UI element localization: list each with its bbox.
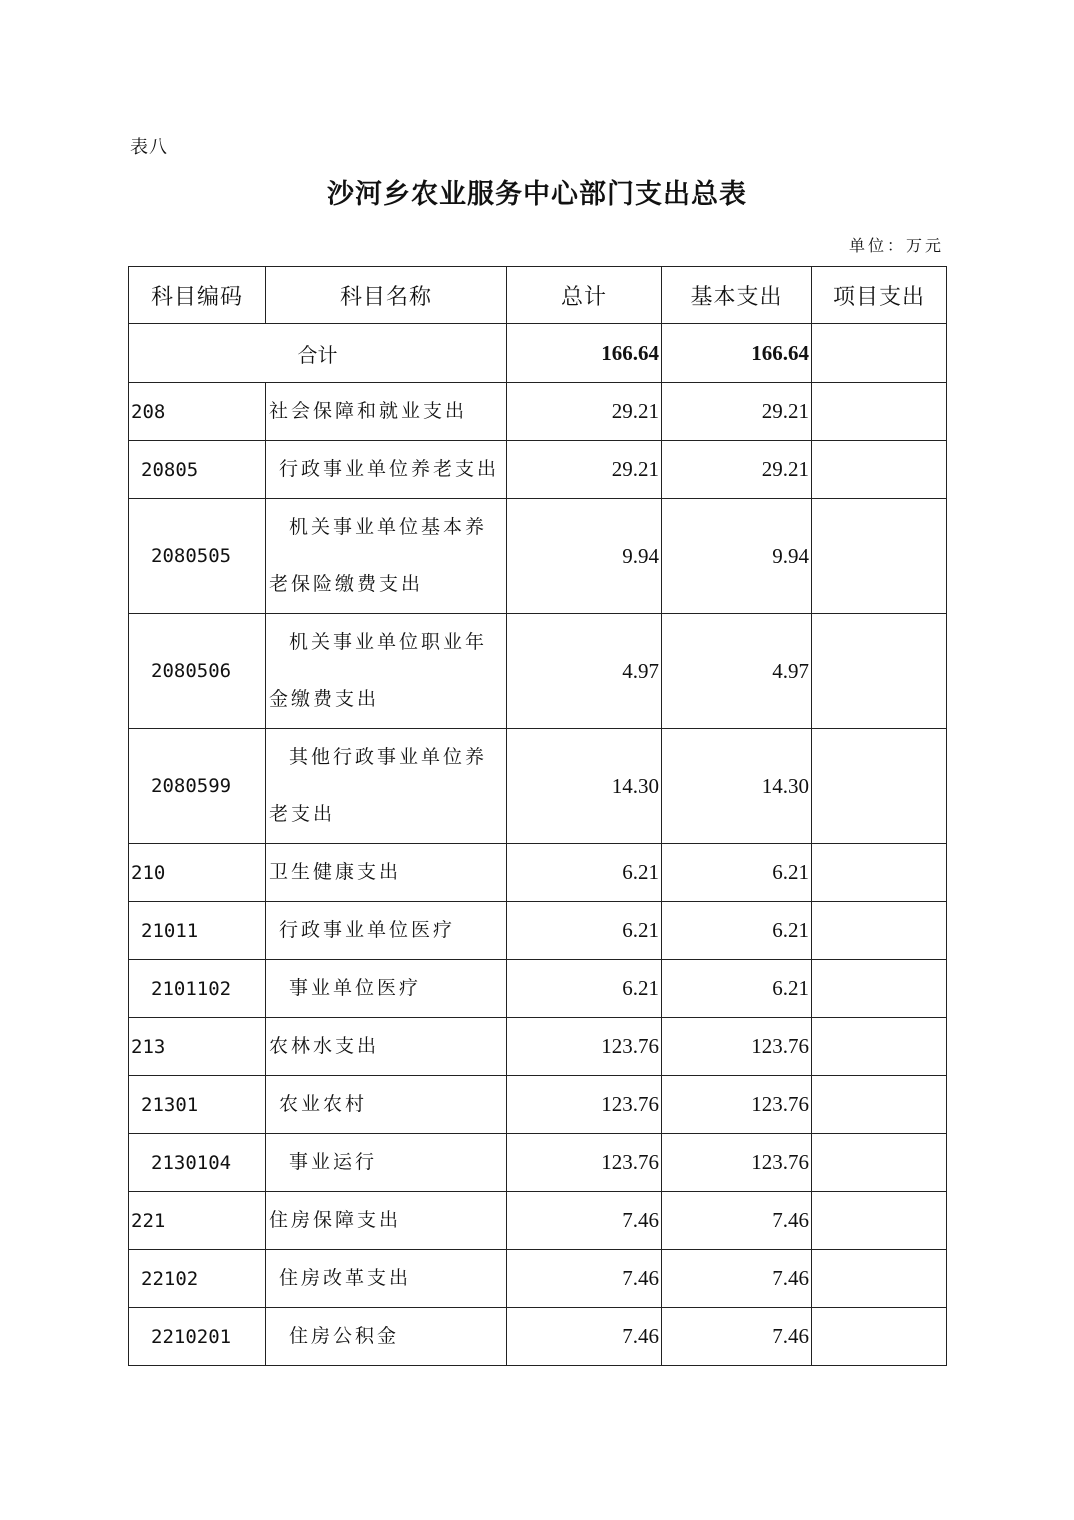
row-code: 21301 xyxy=(129,1076,266,1134)
row-name: 事业运行 xyxy=(266,1134,507,1192)
row-basic: 29.21 xyxy=(662,441,812,499)
row-name: 行政事业单位医疗 xyxy=(266,902,507,960)
row-total: 14.30 xyxy=(507,729,662,844)
row-basic: 14.30 xyxy=(662,729,812,844)
row-basic: 6.21 xyxy=(662,844,812,902)
row-name: 其他行政事业单位养老支出 xyxy=(266,729,507,844)
row-name: 机关事业单位基本养老保险缴费支出 xyxy=(266,499,507,614)
header-basic: 基本支出 xyxy=(662,267,812,324)
header-name: 科目名称 xyxy=(266,267,507,324)
table-row xyxy=(129,614,947,729)
table-row xyxy=(129,499,947,614)
table-row xyxy=(129,902,947,960)
row-total: 6.21 xyxy=(507,902,662,960)
table-row xyxy=(129,1308,947,1366)
row-basic: 7.46 xyxy=(662,1192,812,1250)
row-code: 20805 xyxy=(129,441,266,499)
row-basic: 123.76 xyxy=(662,1134,812,1192)
row-total: 7.46 xyxy=(507,1250,662,1308)
row-project xyxy=(812,960,947,1018)
table-label: 表八 xyxy=(130,137,168,158)
page-title: 沙河乡农业服务中心部门支出总表 xyxy=(327,179,747,210)
row-project xyxy=(812,844,947,902)
row-name: 住房保障支出 xyxy=(266,1192,507,1250)
row-project xyxy=(812,383,947,441)
row-name: 行政事业单位养老支出 xyxy=(266,441,507,499)
row-total: 29.21 xyxy=(507,383,662,441)
row-name: 农业农村 xyxy=(266,1076,507,1134)
row-code: 2080505 xyxy=(129,499,266,614)
header-code: 科目编码 xyxy=(129,267,266,324)
unit-label: 单位：万元 xyxy=(848,236,944,255)
row-name: 事业单位医疗 xyxy=(266,960,507,1018)
row-name: 农林水支出 xyxy=(266,1018,507,1076)
table-row xyxy=(129,383,947,441)
row-project xyxy=(812,902,947,960)
row-project xyxy=(812,441,947,499)
row-name: 住房改革支出 xyxy=(266,1250,507,1308)
row-project xyxy=(812,1192,947,1250)
row-code: 213 xyxy=(129,1018,266,1076)
row-total: 123.76 xyxy=(507,1134,662,1192)
row-code: 208 xyxy=(129,383,266,441)
table-row xyxy=(129,1018,947,1076)
row-project xyxy=(812,729,947,844)
row-project xyxy=(812,499,947,614)
total-project xyxy=(812,324,947,383)
row-project xyxy=(812,1308,947,1366)
row-project xyxy=(812,1250,947,1308)
row-basic: 123.76 xyxy=(662,1076,812,1134)
row-code: 221 xyxy=(129,1192,266,1250)
row-project xyxy=(812,614,947,729)
header-total: 总计 xyxy=(507,267,662,324)
row-total: 7.46 xyxy=(507,1308,662,1366)
row-code: 2080599 xyxy=(129,729,266,844)
row-basic: 9.94 xyxy=(662,499,812,614)
row-basic: 29.21 xyxy=(662,383,812,441)
row-code: 21011 xyxy=(129,902,266,960)
row-total: 29.21 xyxy=(507,441,662,499)
row-total: 7.46 xyxy=(507,1192,662,1250)
table-row xyxy=(129,844,947,902)
row-code: 210 xyxy=(129,844,266,902)
total-total: 166.64 xyxy=(507,324,662,383)
row-project xyxy=(812,1018,947,1076)
table-row xyxy=(129,1250,947,1308)
table-row xyxy=(129,960,947,1018)
row-total: 123.76 xyxy=(507,1018,662,1076)
row-project xyxy=(812,1076,947,1134)
table-row xyxy=(129,441,947,499)
row-project xyxy=(812,1134,947,1192)
row-total: 4.97 xyxy=(507,614,662,729)
table-row xyxy=(129,729,947,844)
total-row xyxy=(129,324,947,383)
row-total: 123.76 xyxy=(507,1076,662,1134)
row-code: 2101102 xyxy=(129,960,266,1018)
row-name: 机关事业单位职业年金缴费支出 xyxy=(266,614,507,729)
row-total: 6.21 xyxy=(507,960,662,1018)
row-basic: 123.76 xyxy=(662,1018,812,1076)
row-total: 6.21 xyxy=(507,844,662,902)
table-row xyxy=(129,1134,947,1192)
row-name: 住房公积金 xyxy=(266,1308,507,1366)
expenditure-table xyxy=(128,266,947,1366)
row-code: 2130104 xyxy=(129,1134,266,1192)
row-code: 2080506 xyxy=(129,614,266,729)
row-basic: 7.46 xyxy=(662,1308,812,1366)
header-project: 项目支出 xyxy=(812,267,947,324)
header-row xyxy=(129,267,947,324)
row-code: 2210201 xyxy=(129,1308,266,1366)
row-name: 卫生健康支出 xyxy=(266,844,507,902)
table-row xyxy=(129,1192,947,1250)
row-code: 22102 xyxy=(129,1250,266,1308)
row-basic: 7.46 xyxy=(662,1250,812,1308)
row-basic: 4.97 xyxy=(662,614,812,729)
row-total: 9.94 xyxy=(507,499,662,614)
row-basic: 6.21 xyxy=(662,960,812,1018)
row-basic: 6.21 xyxy=(662,902,812,960)
total-basic: 166.64 xyxy=(662,324,812,383)
table-row xyxy=(129,1076,947,1134)
total-label: 合计 xyxy=(129,324,507,383)
row-name: 社会保障和就业支出 xyxy=(266,383,507,441)
